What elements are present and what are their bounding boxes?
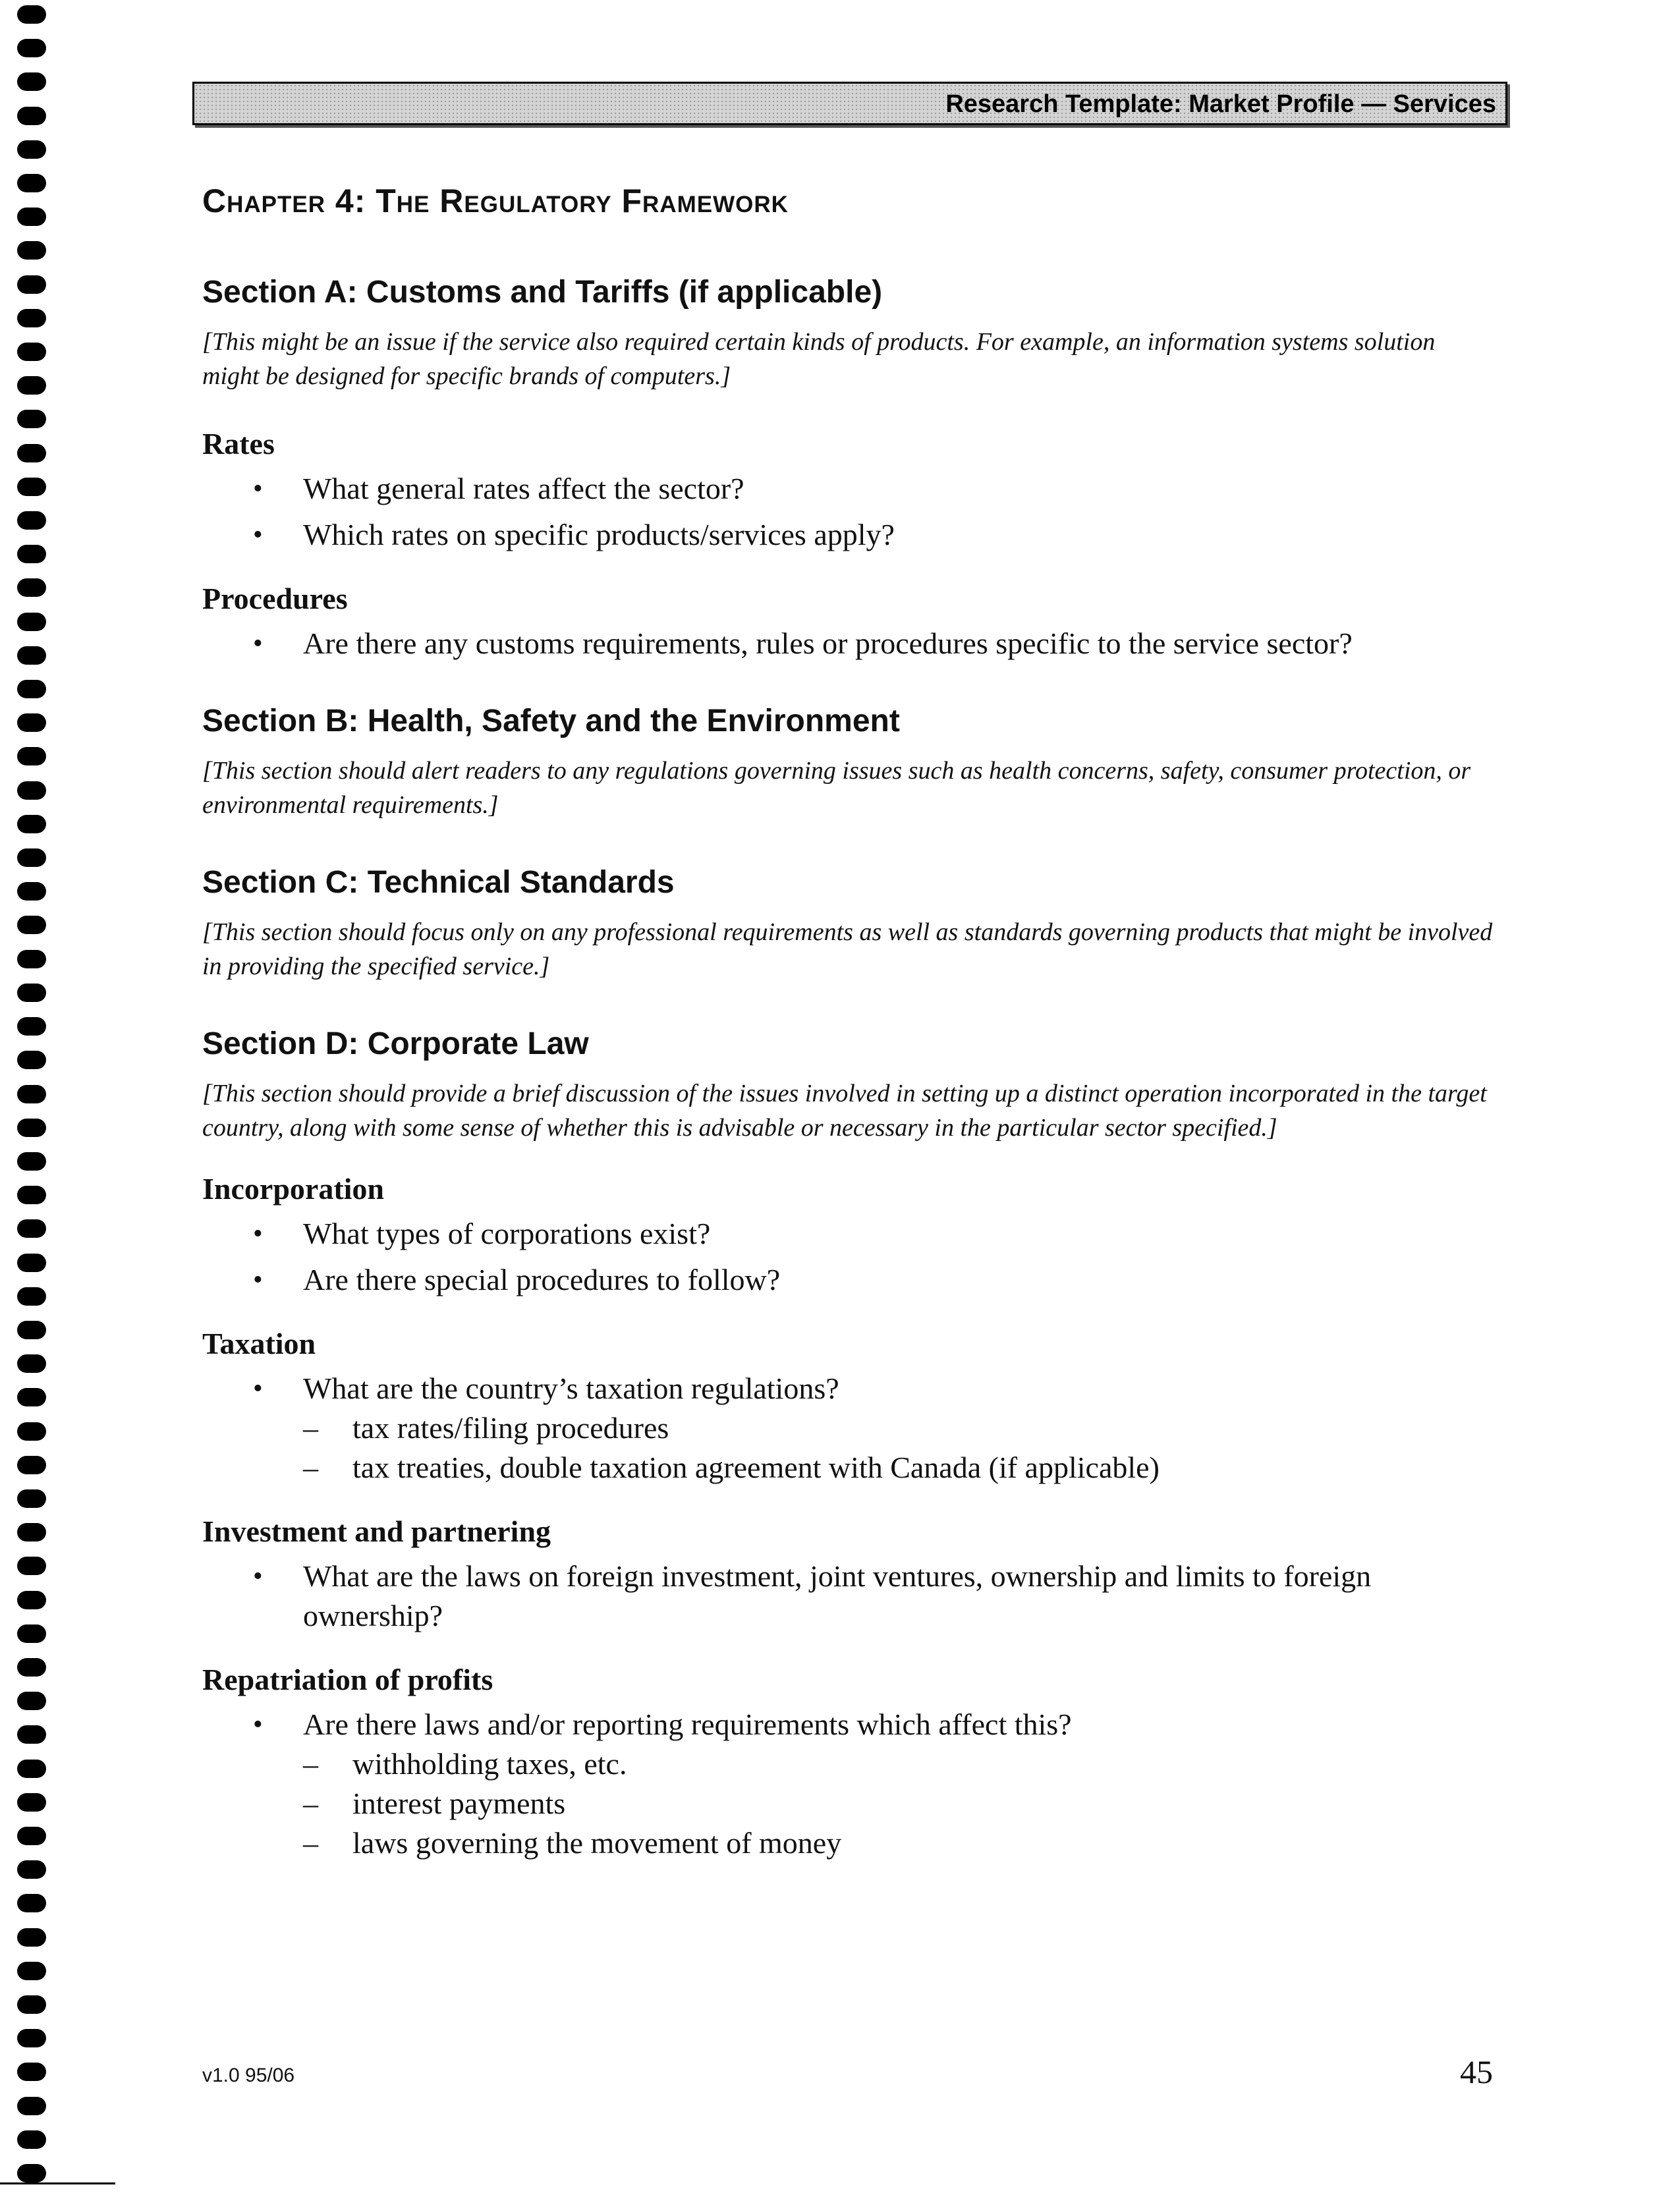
binding-hole: [17, 72, 46, 91]
binding-hole: [17, 747, 46, 765]
binding-hole: [17, 511, 46, 530]
binding-hole: [17, 241, 46, 260]
binding-hole: [17, 107, 46, 125]
binding-hole: [17, 984, 46, 1002]
binding-hole: [17, 1995, 46, 2014]
bullet-icon: •: [253, 628, 263, 659]
chapter-title: Chapter 4: The Regulatory Framework: [202, 182, 789, 219]
list-item: [202, 1214, 1494, 1254]
binding-hole: [17, 2097, 46, 2115]
binding-hole: [17, 1725, 46, 1744]
section-d-heading: Section D: Corporate Law: [202, 1026, 589, 1061]
binding-hole: [17, 1860, 46, 1879]
binding-hole: [17, 1219, 46, 1238]
dash-icon: –: [303, 1826, 318, 1860]
investment-heading: Investment and partnering: [202, 1514, 551, 1548]
section-a-heading: Section A: Customs and Tariffs (if applicable): [202, 275, 883, 310]
binding-hole: [17, 578, 46, 597]
binding-hole: [17, 680, 46, 698]
binding-hole: [17, 39, 46, 57]
repatriation-heading: Repatriation of profits: [202, 1663, 493, 1696]
procedures-list: [202, 624, 1494, 663]
section-b-heading: Section B: Health, Safety and the Environment: [202, 704, 900, 738]
binding-hole: [17, 1827, 46, 1845]
binding-hole: [17, 882, 46, 901]
bullet-icon: •: [253, 1561, 263, 1592]
list-item-text: What general rates affect the sector?: [303, 472, 744, 505]
list-item: [202, 624, 1494, 663]
binding-hole: [17, 1793, 46, 1812]
binding-hole: [17, 1894, 46, 1912]
binding-hole: [17, 444, 46, 462]
list-item-text: Are there any customs requirements, rules or procedures specific to the service sector?: [303, 626, 1353, 660]
list-item: [202, 1557, 1494, 1636]
incorporation-heading: Incorporation: [202, 1172, 384, 1206]
binding-hole: [17, 613, 46, 631]
list-item-text: What types of corporations exist?: [303, 1217, 711, 1250]
binding-hole: [17, 1388, 46, 1406]
binding-hole: [17, 1354, 46, 1373]
binding-hole: [17, 848, 46, 867]
repatriation-list: [202, 1705, 1494, 1863]
list-item-text: What are the country’s taxation regulations?: [303, 1372, 839, 1405]
section-b-note: [This section should alert readers to any regulations governing issues such as health concerns, safety, consumer protection, or environmental requirements.]: [202, 757, 1471, 819]
binding-hole: [17, 1624, 46, 1643]
binding-hole: [17, 545, 46, 563]
dash-icon: –: [303, 1747, 318, 1781]
binding-hole: [17, 1928, 46, 1947]
sub-list-item: [303, 1408, 1494, 1448]
bullet-icon: •: [253, 1265, 263, 1295]
binding-hole: [17, 815, 46, 833]
bullet-icon: •: [253, 474, 263, 504]
binding-hole: [17, 2063, 46, 2081]
sub-list-item: [303, 1448, 1494, 1487]
binding-hole: [17, 343, 46, 361]
list-item-text: Are there laws and/or reporting requirements which affect this?: [303, 1707, 1072, 1741]
binding-hole: [17, 1523, 46, 1541]
list-item: [202, 1369, 1494, 1487]
binding-hole: [17, 950, 46, 968]
incorporation-list: [202, 1214, 1494, 1300]
binding-hole: [17, 478, 46, 496]
binding-hole: [17, 1962, 46, 1980]
sub-list-item: [303, 1784, 1494, 1823]
sub-list-item-text: tax rates/filing procedures: [352, 1411, 669, 1445]
binding-hole: [17, 1254, 46, 1272]
taxation-heading: Taxation: [202, 1327, 316, 1360]
binding-hole: [17, 309, 46, 327]
page-edge-line: [0, 2182, 115, 2184]
binding-hole: [17, 2130, 46, 2149]
sub-list-item-text: tax treaties, double taxation agreement with Canada (if applicable): [352, 1451, 1160, 1484]
binding-hole: [17, 781, 46, 800]
sub-list-item-text: laws governing the movement of money: [352, 1826, 842, 1860]
binding-hole: [17, 1119, 46, 1137]
binding-hole: [17, 1422, 46, 1441]
binding-hole: [17, 1456, 46, 1474]
rates-heading: Rates: [202, 427, 275, 460]
binding-hole: [17, 1152, 46, 1171]
repatriation-sublist: [303, 1744, 1494, 1863]
section-a-note: [This might be an issue if the service also required certain kinds of products. For example, an information systems solution might be designed for specific brands of computers.]: [202, 328, 1436, 390]
binding-holes: [17, 0, 50, 2193]
list-item: [202, 515, 1494, 555]
binding-hole: [17, 376, 46, 395]
investment-list: [202, 1557, 1494, 1636]
dash-icon: –: [303, 1787, 318, 1820]
binding-hole: [17, 1287, 46, 1306]
binding-hole: [17, 140, 46, 159]
bullet-icon: •: [253, 520, 263, 550]
binding-hole: [17, 5, 46, 24]
binding-hole: [17, 1186, 46, 1204]
sub-list-item-text: withholding taxes, etc.: [352, 1747, 627, 1781]
binding-hole: [17, 1085, 46, 1103]
binding-hole: [17, 410, 46, 428]
binding-hole: [17, 174, 46, 192]
binding-hole: [17, 1557, 46, 1575]
sub-list-item: [303, 1744, 1494, 1784]
footer-version: v1.0 95/06: [202, 2065, 295, 2086]
bullet-icon: •: [253, 1709, 263, 1740]
list-item: [202, 1260, 1494, 1300]
binding-hole: [17, 1692, 46, 1710]
page-content: [202, 182, 1494, 1889]
binding-hole: [17, 208, 46, 226]
procedures-heading: Procedures: [202, 582, 348, 615]
binding-hole: [17, 275, 46, 294]
section-c-heading: Section C: Technical Standards: [202, 865, 675, 900]
running-header-title: Research Template: Market Profile — Services: [945, 90, 1496, 118]
sub-list-item-text: interest payments: [352, 1787, 566, 1820]
binding-hole: [17, 1489, 46, 1508]
bullet-icon: •: [253, 1374, 263, 1404]
dash-icon: –: [303, 1411, 318, 1445]
binding-hole: [17, 1591, 46, 1609]
running-header: [192, 82, 1507, 125]
binding-hole: [17, 1051, 46, 1069]
binding-hole: [17, 646, 46, 665]
section-c-note: [This section should focus only on any professional requirements as well as standards governing products that might be involved in providing the specified service.]: [202, 918, 1493, 980]
sub-list-item: [303, 1823, 1494, 1863]
list-item-text: Which rates on specific products/services apply?: [303, 518, 895, 551]
binding-hole: [17, 1760, 46, 1778]
list-item-text: What are the laws on foreign investment, joint ventures, ownership and limits to foreign ownership?: [303, 1559, 1372, 1632]
rates-list: [202, 469, 1494, 555]
taxation-sublist: [303, 1408, 1494, 1487]
list-item: [202, 1705, 1494, 1863]
list-item: [202, 469, 1494, 509]
bullet-icon: •: [253, 1219, 263, 1249]
binding-hole: [17, 713, 46, 732]
binding-hole: [17, 1017, 46, 1036]
list-item-text: Are there special procedures to follow?: [303, 1263, 781, 1296]
taxation-list: [202, 1369, 1494, 1487]
binding-hole: [17, 2029, 46, 2047]
page-number: 45: [1460, 2053, 1493, 2090]
binding-hole: [17, 1658, 46, 1677]
binding-hole: [17, 916, 46, 934]
binding-hole: [17, 2164, 46, 2182]
dash-icon: –: [303, 1451, 318, 1484]
binding-hole: [17, 1321, 46, 1339]
section-d-note: [This section should provide a brief discussion of the issues involved in setting up a distinct operation incorporated in the target country, along with some sense of whether this is advisable or necessary in the particular sector specified.]: [202, 1080, 1487, 1142]
